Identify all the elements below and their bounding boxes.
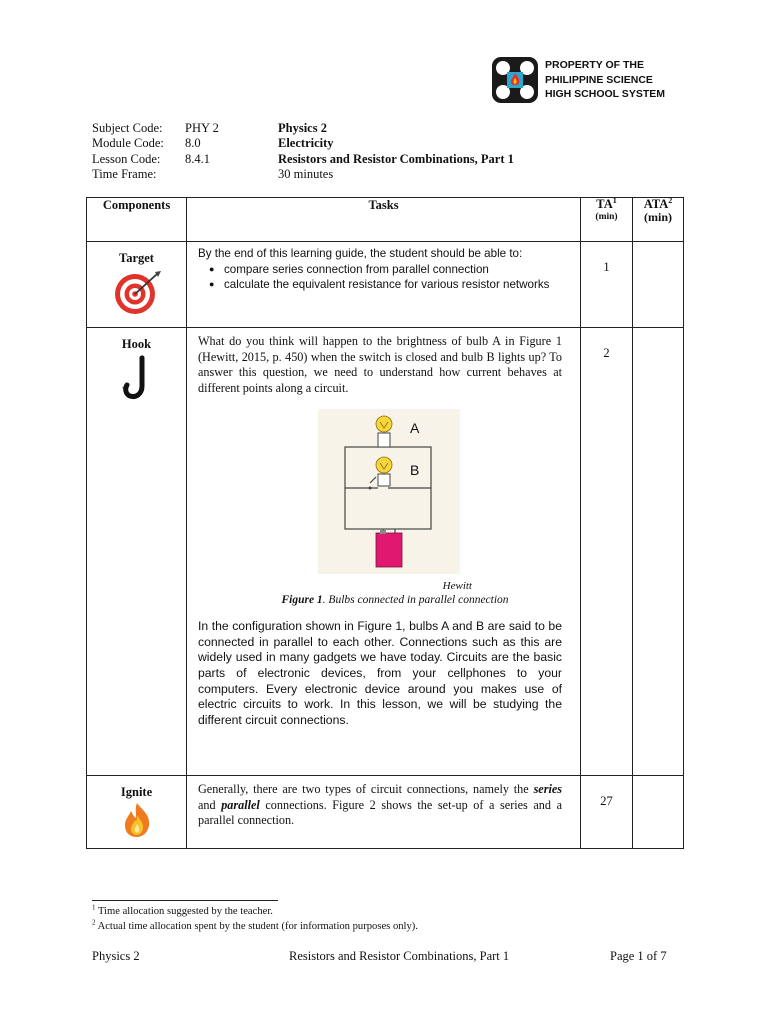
info-code: PHY 2 [185, 121, 219, 135]
footnote-2 [92, 918, 418, 932]
footnote-rule [92, 900, 278, 901]
header-tasks: Tasks [187, 198, 581, 242]
ata-cell [633, 776, 684, 849]
component-cell [87, 242, 187, 328]
info-value: 30 minutes [278, 166, 334, 181]
pshs-logo-icon [491, 56, 539, 104]
lesson-table [86, 197, 684, 849]
task-cell [187, 328, 581, 776]
task-cell [187, 242, 581, 328]
header-ata [633, 195, 684, 242]
info-label: Module Code: [92, 136, 164, 151]
footer-title: Resistors and Resistor Combinations, Part 1 [289, 949, 510, 963]
info-label: Subject Code: [92, 121, 163, 135]
ta-cell: 2 [581, 328, 633, 776]
logo-line-3: HIGH SCHOOL SYSTEM [545, 88, 665, 100]
info-row-module [92, 136, 592, 151]
info-value: Resistors and Resistor Combinations, Part 1 [278, 151, 514, 166]
objectives-list [198, 262, 562, 293]
header-ta-unit: (min) [595, 212, 618, 222]
footer-subject: Physics 2 [92, 949, 140, 963]
logo-text [545, 58, 685, 102]
table-header-row [87, 198, 684, 242]
info-row-time [92, 167, 592, 182]
bulb-b-label: B [410, 461, 420, 478]
figure-credit: Hewitt [442, 579, 472, 592]
hook-icon [117, 354, 157, 404]
fire-icon [120, 802, 154, 838]
ta-cell: 1 [581, 242, 633, 328]
component-cell [87, 328, 187, 776]
parallel-circuit-illustration [318, 409, 460, 574]
header-ata-unit: (min) [644, 210, 672, 224]
header-ta [581, 195, 633, 242]
header-ata-footnote: 2 [668, 195, 673, 205]
table-row-ignite [87, 776, 684, 849]
footnote-1 [92, 903, 273, 917]
figure-1 [198, 409, 592, 609]
target-intro: By the end of this learning guide, the student should be able to: [198, 247, 523, 260]
logo-line-1: PROPERTY OF THE [545, 59, 644, 71]
footnote-number: 2 [92, 918, 96, 927]
component-cell [87, 776, 187, 849]
component-label: Target [119, 251, 154, 265]
bulb-a-label: A [410, 419, 420, 436]
ata-cell [633, 328, 684, 776]
ignite-text-b: and [198, 797, 222, 812]
ata-cell [633, 242, 684, 328]
info-label: Lesson Code: [92, 151, 161, 166]
figure-caption [198, 593, 592, 609]
info-label: Time Frame: [92, 166, 157, 181]
footer-page-number: Page 1 of 7 [610, 949, 667, 963]
ignite-series: series [533, 782, 562, 796]
hook-paragraph-2: In the configuration shown in Figure 1, bulbs A and B are said to be connected in parallel to each other. Connections such as this are widely used in many gadgets we have today. Circuits are the basic parts of electronic devices, from your cellphones to your computers. Every electronic device around you makes use of electric circuits to work. In this lesson, we will be studying the different circuit connections. [198, 618, 562, 728]
target-icon [111, 270, 163, 316]
info-row-subject [92, 121, 592, 136]
ignite-parallel: parallel [221, 797, 260, 812]
info-code: 8.4.1 [185, 151, 210, 166]
ignite-text-c: connections. Figure 2 shows the set-up of a series and a parallel connection. [198, 797, 562, 828]
info-value: Physics 2 [278, 121, 327, 135]
info-code: 8.0 [185, 136, 201, 151]
list-item: ● calculate the equivalent resistance for various resistor networks [209, 277, 562, 293]
figure-caption-label: Figure 1 [281, 593, 323, 606]
pshs-logo [491, 56, 681, 104]
table-row-target [87, 242, 684, 328]
figure-caption-text: . Bulbs connected in parallel connection [322, 593, 509, 606]
component-label: Hook [121, 337, 152, 351]
component-label: Ignite [120, 785, 153, 799]
task-cell [187, 776, 581, 849]
info-value: Electricity [278, 136, 334, 151]
logo-line-2: PHILIPPINE SCIENCE [545, 73, 653, 86]
header-ta-footnote: 1 [612, 195, 617, 205]
header-ata-label: ATA [643, 197, 669, 211]
ignite-text-a: Generally, there are two types of circuit connections, namely the [198, 782, 534, 796]
table-row-hook [87, 328, 684, 776]
header-ta-label: TA [596, 197, 613, 211]
ta-cell: 27 [581, 776, 633, 849]
footnote-text: Actual time allocation spent by the student (for information purposes only). [95, 921, 418, 932]
header-components: Components [87, 198, 187, 242]
footnote-number: 1 [92, 903, 96, 912]
lesson-info [92, 121, 592, 182]
footnote-text: Time allocation suggested by the teacher. [95, 906, 273, 917]
list-item: ● compare series connection from parallel connection [209, 262, 562, 278]
info-row-lesson [92, 152, 592, 167]
hook-paragraph-1: What do you think will happen to the brightness of bulb A in Figure 1 (Hewitt, 2015, p. 450) when the switch is closed and bulb B lights up? To answer this question, we need to understand how current behaves at different points along a circuit. [198, 334, 562, 396]
